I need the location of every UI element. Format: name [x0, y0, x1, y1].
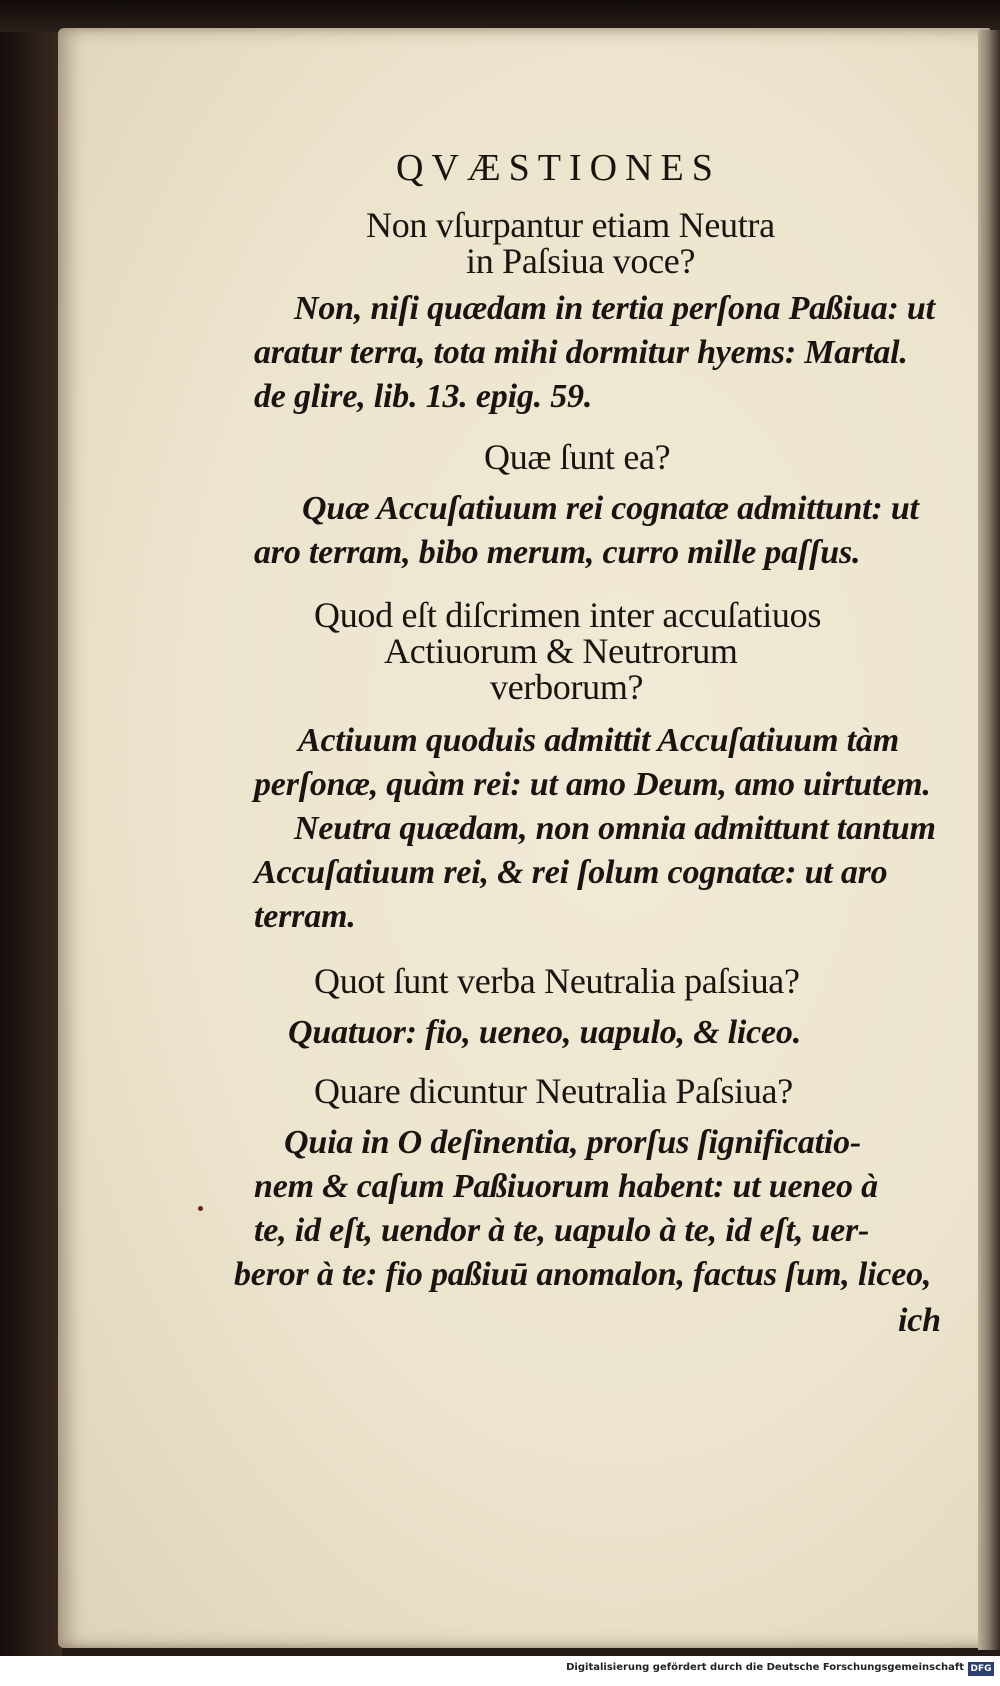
answer-line: Quatuor: fio, ueneo, uapulo, & liceo. — [288, 1014, 802, 1051]
question-line: in Paſsiua voce? — [466, 241, 696, 281]
answer-line: Neutra quædam, non omnia admittunt tantum — [294, 810, 936, 847]
answer-line: aro terram, bibo merum, curro mille paſſus. — [254, 534, 861, 571]
footer-bar — [0, 1656, 1000, 1686]
question-line: Actiuorum & Neutrorum — [384, 631, 738, 671]
answer-line: Accuſatiuum rei, & rei ſolum cognatæ: ut aro — [254, 854, 888, 891]
ink-mark — [198, 1206, 203, 1211]
question-line: Quod eſt diſcrimen inter accuſatiuos — [314, 595, 822, 635]
question-line: verborum? — [490, 667, 644, 707]
page-text — [58, 28, 990, 1648]
catchword: ich — [898, 1302, 941, 1339]
answer-line: Quia in O deſinentia, prorſus ſignificatio- — [284, 1124, 862, 1161]
answer-line: perſonæ, quàm rei: ut amo Deum, amo uirtutem. — [254, 766, 931, 803]
page-fore-edge — [978, 30, 1000, 1650]
question-line: Quot ſunt verba Neutralia paſsiua? — [314, 961, 800, 1001]
question-line: Quæ ſunt ea? — [484, 437, 671, 477]
funding-credit: Digitalisierung gefördert durch die Deutsche Forschungsgemeinschaft — [566, 1662, 964, 1673]
answer-line: te, id eſt, uendor à te, uapulo à te, id eſt, uer- — [254, 1212, 870, 1249]
question-line: Non vſurpantur etiam Neutra — [366, 205, 775, 245]
answer-line: Quæ Accuſatiuum rei cognatæ admittunt: ut — [302, 490, 919, 527]
book-binding — [0, 0, 62, 1686]
answer-line: aratur terra, tota mihi dormitur hyems: Martal. — [254, 334, 908, 371]
answer-line: beror à te: fio paßiuū anomalon, factus ſum, liceo, — [234, 1256, 932, 1293]
answer-line: Actiuum quoduis admittit Accuſatiuum tàm — [298, 722, 899, 759]
answer-line: de glire, lib. 13. epig. 59. — [254, 378, 593, 415]
answer-line: nem & caſum Paßiuorum habent: ut ueneo à — [254, 1168, 878, 1205]
book-page — [58, 28, 990, 1648]
running-header: QVÆSTIONES — [396, 147, 721, 189]
dfg-logo: DFG — [968, 1662, 994, 1676]
answer-line: Non, niſi quædam in tertia perſona Paßiua: ut — [294, 290, 935, 327]
answer-line: terram. — [254, 898, 356, 935]
question-line: Quare dicuntur Neutralia Paſsiua? — [314, 1071, 793, 1111]
